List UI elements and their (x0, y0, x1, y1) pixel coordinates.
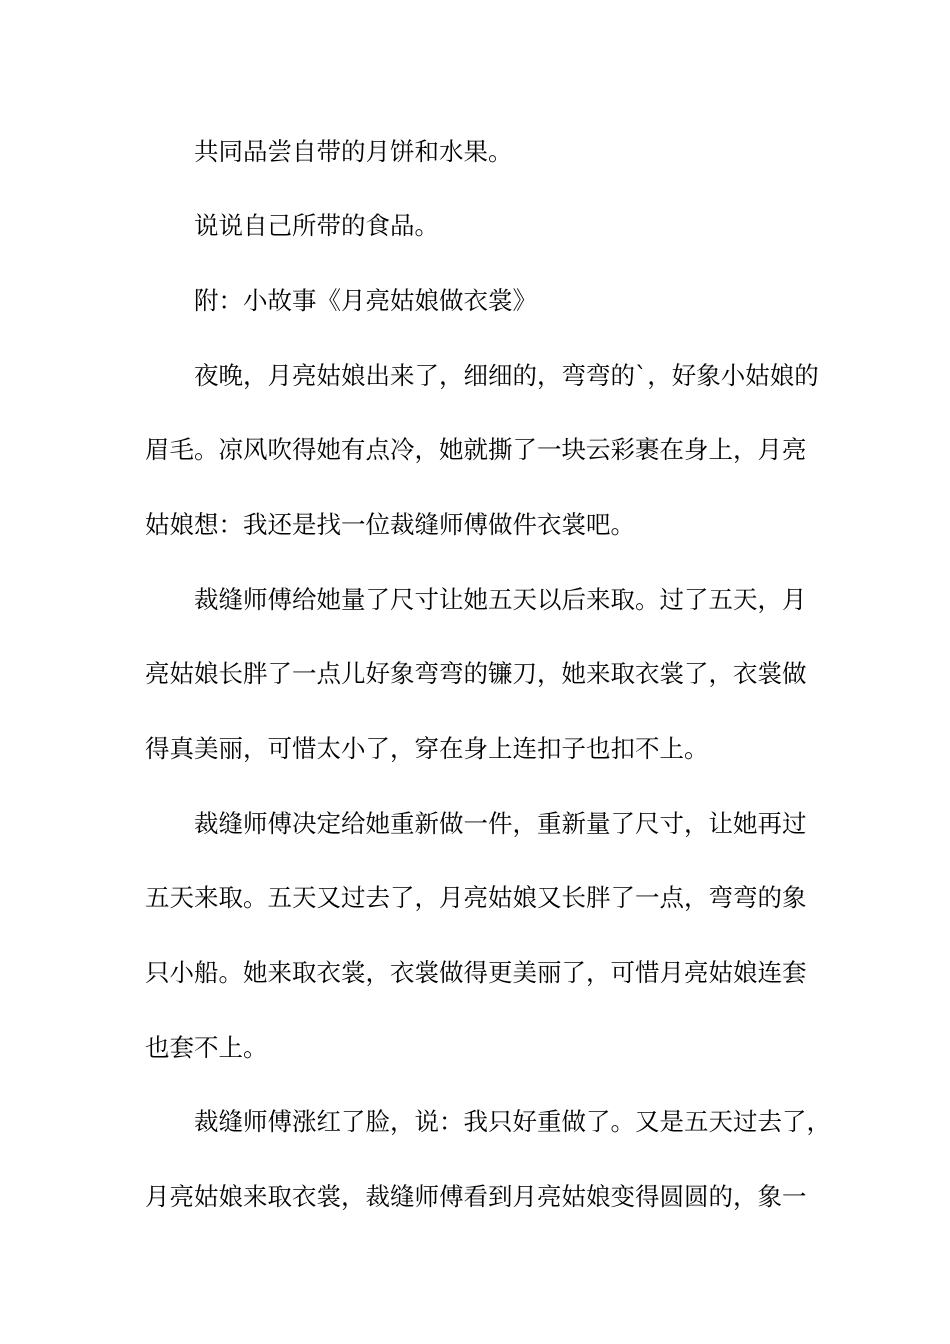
text-line: 裁缝师傅决定给她重新做一件，重新量了尺寸，让她再过 (194, 809, 807, 838)
text-line: 亮姑娘长胖了一点儿好象弯弯的镰刀，她来取衣裳了，衣裳做 (145, 659, 807, 688)
text-line: 共同品尝自带的月饼和水果。 (194, 137, 513, 166)
text-line: 姑娘想：我还是找一位裁缝师傅做件衣裳吧。 (145, 510, 635, 539)
text-line: 只小船。她来取衣裳，衣裳做得更美丽了，可惜月亮姑娘连套 (145, 958, 807, 987)
text-line: 裁缝师傅涨红了脸，说：我只好重做了。又是五天过去了， (194, 1107, 831, 1136)
text-line: 也套不上。 (145, 1033, 268, 1062)
text-line: 五天来取。五天又过去了，月亮姑娘又长胖了一点，弯弯的象 (145, 883, 807, 912)
text-line: 说说自己所带的食品。 (194, 211, 439, 240)
text-line: 眉毛。凉风吹得她有点冷，她就撕了一块云彩裹在身上，月亮 (145, 435, 807, 464)
text-line: 裁缝师傅给她量了尺寸让她五天以后来取。过了五天，月 (194, 585, 807, 614)
text-line: 附：小故事《月亮姑娘做衣裳》 (194, 286, 537, 315)
text-line: 夜晚，月亮姑娘出来了，细细的，弯弯的`，好象小姑娘的 (194, 361, 819, 390)
text-line: 月亮姑娘来取衣裳，裁缝师傅看到月亮姑娘变得圆圆的，象一 (145, 1182, 807, 1211)
text-line: 得真美丽，可惜太小了，穿在身上连扣子也扣不上。 (145, 734, 709, 763)
